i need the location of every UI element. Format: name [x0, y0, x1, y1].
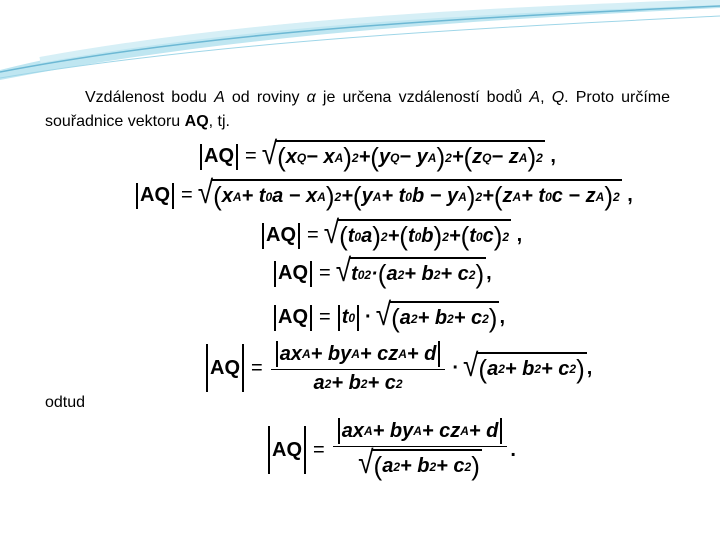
equation-6: AQ = ax A + by A + cz A + d a 2 + b 2 + c 2 · √ ( a 2 + b 2 + c 2 ) , [204, 341, 592, 395]
point-q: Q [551, 89, 565, 106]
intro-text-2: od roviny [224, 89, 307, 106]
odtud-label: odtud [45, 394, 86, 411]
equation-1: AQ = √ ( x Q − x A ) 2 + ( y Q − y A ) 2 + ( z Q − z A ) 2 , [198, 140, 556, 173]
intro-text-4: , [540, 89, 552, 106]
alpha-symbol: α [306, 89, 316, 106]
point-a: A [214, 89, 225, 106]
intro-paragraph [45, 86, 670, 134]
intro-text-3: je určena vzdáleností bodů [315, 89, 530, 106]
intro-text-1: Vzdálenost bodu [85, 89, 215, 106]
equation-5: AQ = t 0 · √ ( a 2 + b 2 + c 2 ) , [272, 301, 505, 334]
equation-4: AQ = √ t 0 2 · ( a 2 + b 2 + c 2 ) , [272, 257, 492, 290]
header-swoosh-decoration [0, 0, 720, 90]
equation-result: AQ = ax A + by A + cz A + d √ ( a 2 + b 2 + c 2 ) . [266, 418, 516, 482]
point-a-2: A [529, 89, 541, 106]
intro-text-5: . Proto určíme souřadnice vektoru [45, 89, 671, 130]
equation-2: AQ = √ ( x A + t 0 a − x A ) 2 + ( y A + t 0 b − y A ) 2 + ( z A + t 0 c − z A ) 2 , [134, 179, 633, 212]
intro-text-6: , tj. [208, 113, 230, 130]
equation-3: AQ = √ ( t 0 a ) 2 + ( t 0 b ) 2 + ( t 0 c ) 2 , [260, 219, 522, 252]
vector-aq: AQ [184, 113, 209, 130]
